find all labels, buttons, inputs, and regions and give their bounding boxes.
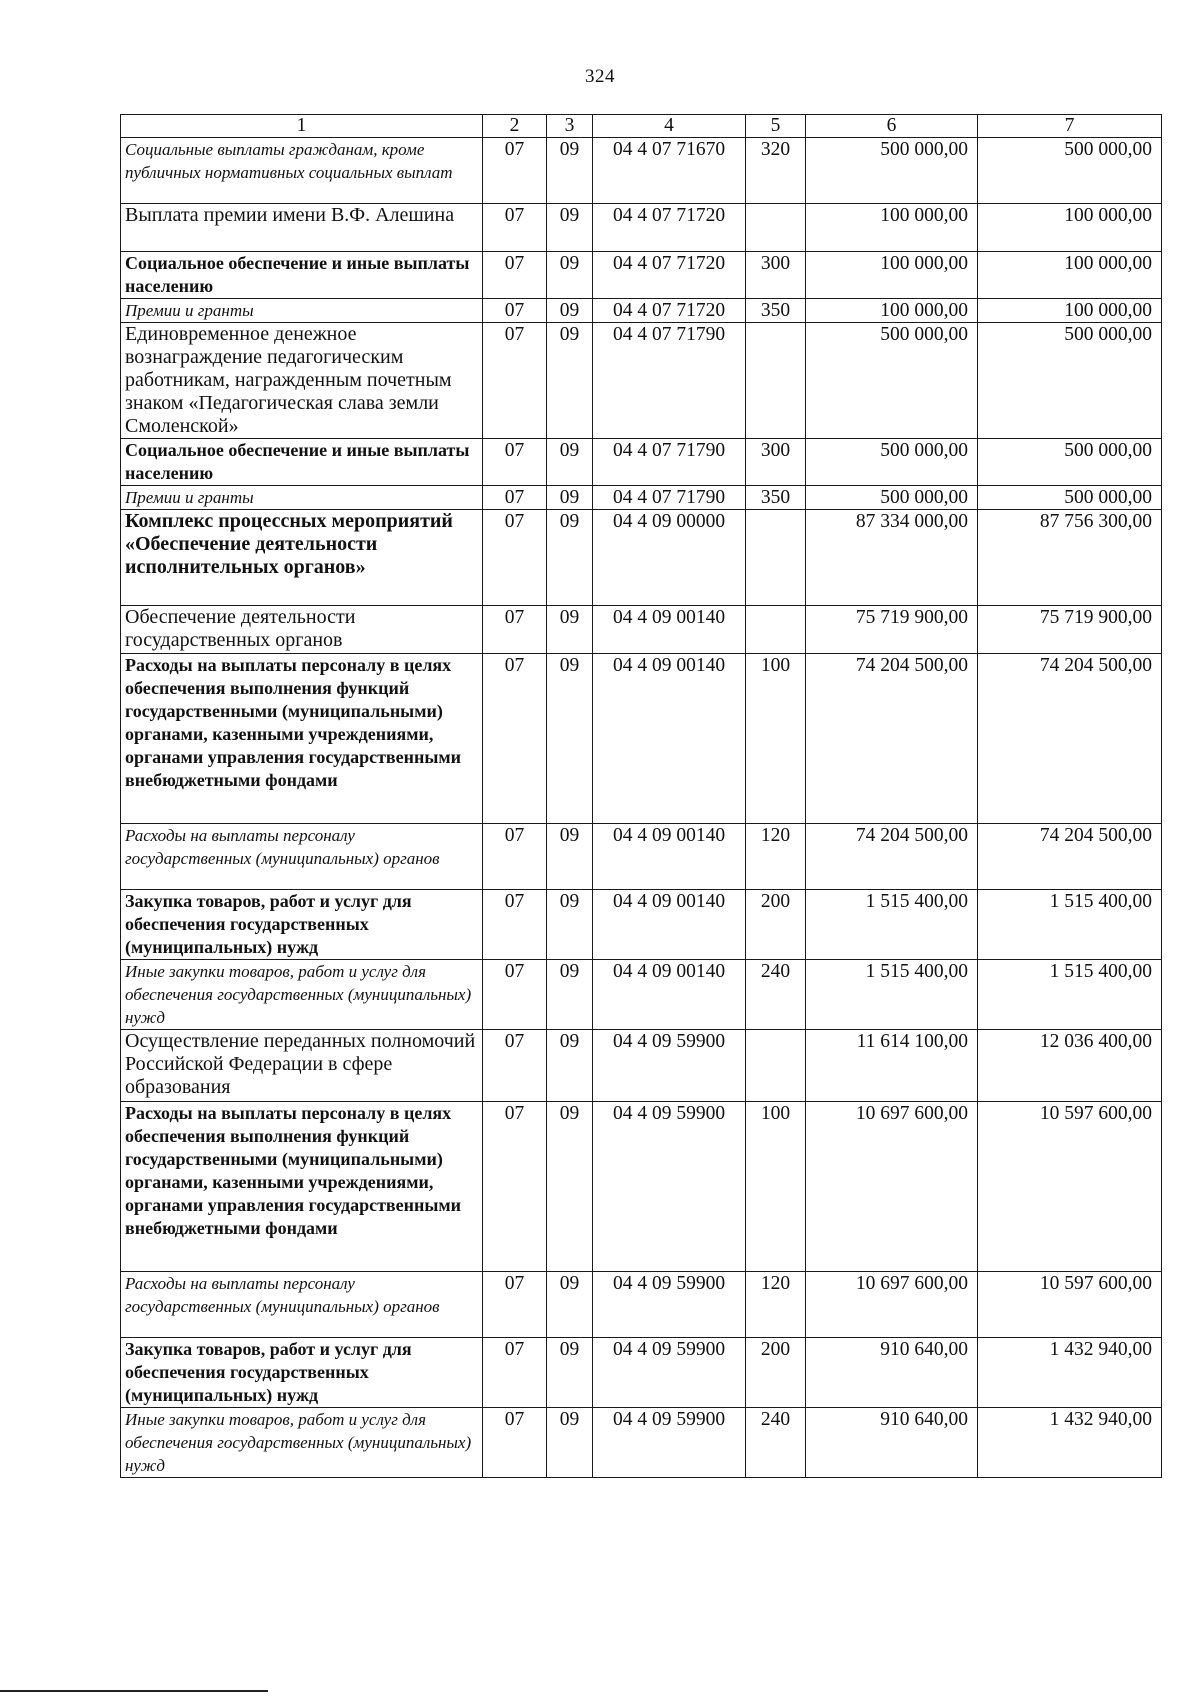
- expense-type-code-cell: 320: [746, 138, 806, 204]
- table-row: [121, 252, 1162, 299]
- expense-name-cell: Расходы на выплаты персоналу в целях обеспечения выполнения функций государственными (муниципальными) органами, казенными учреждениями, органами управления государственными внебюджетными фондами: [121, 1102, 483, 1272]
- table-row: [121, 1338, 1162, 1408]
- subsection-code-cell: 09: [547, 323, 593, 439]
- expense-name-cell: Закупка товаров, работ и услуг для обеспечения государственных (муниципальных) нужд: [121, 1338, 483, 1408]
- amount-2026-cell: 1 515 400,00: [806, 960, 978, 1030]
- table-row: [121, 1408, 1162, 1478]
- expense-name-cell: Закупка товаров, работ и услуг для обеспечения государственных (муниципальных) нужд: [121, 890, 483, 960]
- amount-2027-cell: 87 756 300,00: [978, 510, 1162, 606]
- table-row: [121, 439, 1162, 486]
- target-article-code-cell: 04 4 09 00140: [593, 606, 746, 654]
- amount-2027-cell: 100 000,00: [978, 252, 1162, 299]
- expense-type-code-cell: 240: [746, 1408, 806, 1478]
- subsection-code-cell: 09: [547, 252, 593, 299]
- amount-2027-cell: 500 000,00: [978, 138, 1162, 204]
- expense-type-code-cell: 100: [746, 1102, 806, 1272]
- expense-name-cell: Иные закупки товаров, работ и услуг для обеспечения государственных (муниципальных) нужд: [121, 1408, 483, 1478]
- section-code-cell: 07: [483, 1102, 547, 1272]
- expense-type-code-cell: [746, 606, 806, 654]
- section-code-cell: 07: [483, 299, 547, 323]
- subsection-code-cell: 09: [547, 606, 593, 654]
- target-article-code-cell: 04 4 07 71720: [593, 299, 746, 323]
- section-code-cell: 07: [483, 960, 547, 1030]
- expense-type-code-cell: 200: [746, 1338, 806, 1408]
- target-article-code-cell: 04 4 09 00140: [593, 890, 746, 960]
- target-article-code-cell: 04 4 09 00140: [593, 960, 746, 1030]
- amount-2026-cell: 910 640,00: [806, 1338, 978, 1408]
- target-article-code-cell: 04 4 07 71670: [593, 138, 746, 204]
- target-article-code-cell: 04 4 09 59900: [593, 1408, 746, 1478]
- expense-type-code-cell: [746, 510, 806, 606]
- section-code-cell: 07: [483, 486, 547, 510]
- subsection-code-cell: 09: [547, 204, 593, 252]
- expense-name-cell: Иные закупки товаров, работ и услуг для обеспечения государственных (муниципальных) нужд: [121, 960, 483, 1030]
- table-row: [121, 960, 1162, 1030]
- table-row: [121, 1102, 1162, 1272]
- subsection-code-cell: 09: [547, 299, 593, 323]
- target-article-code-cell: 04 4 09 59900: [593, 1338, 746, 1408]
- amount-2026-cell: 100 000,00: [806, 299, 978, 323]
- expense-name-cell: Выплата премии имени В.Ф. Алешина: [121, 204, 483, 252]
- table-row: [121, 510, 1162, 606]
- section-code-cell: 07: [483, 824, 547, 890]
- budget-table: [120, 114, 1162, 1478]
- header-cell: 4: [593, 115, 746, 138]
- subsection-code-cell: 09: [547, 138, 593, 204]
- subsection-code-cell: 09: [547, 439, 593, 486]
- expense-name-cell: Социальное обеспечение и иные выплаты населению: [121, 252, 483, 299]
- table-row: [121, 654, 1162, 824]
- expense-type-code-cell: 300: [746, 252, 806, 299]
- header-cell: 7: [978, 115, 1162, 138]
- expense-type-code-cell: 240: [746, 960, 806, 1030]
- section-code-cell: 07: [483, 890, 547, 960]
- table-row: [121, 138, 1162, 204]
- expense-name-cell: Премии и гранты: [121, 299, 483, 323]
- section-code-cell: 07: [483, 606, 547, 654]
- amount-2026-cell: 10 697 600,00: [806, 1272, 978, 1338]
- target-article-code-cell: 04 4 07 71790: [593, 486, 746, 510]
- header-cell: 6: [806, 115, 978, 138]
- amount-2027-cell: 74 204 500,00: [978, 654, 1162, 824]
- expense-name-cell: Обеспечение деятельности государственных органов: [121, 606, 483, 654]
- expense-type-code-cell: [746, 1030, 806, 1102]
- expense-name-cell: Социальные выплаты гражданам, кроме публичных нормативных социальных выплат: [121, 138, 483, 204]
- target-article-code-cell: 04 4 09 59900: [593, 1272, 746, 1338]
- amount-2027-cell: 1 515 400,00: [978, 890, 1162, 960]
- target-article-code-cell: 04 4 09 00140: [593, 654, 746, 824]
- target-article-code-cell: 04 4 09 59900: [593, 1102, 746, 1272]
- amount-2026-cell: 910 640,00: [806, 1408, 978, 1478]
- table-row: [121, 606, 1162, 654]
- subsection-code-cell: 09: [547, 1030, 593, 1102]
- expense-name-cell: Расходы на выплаты персоналу государственных (муниципальных) органов: [121, 1272, 483, 1338]
- table-row: [121, 824, 1162, 890]
- table-row: [121, 1272, 1162, 1338]
- amount-2026-cell: 1 515 400,00: [806, 890, 978, 960]
- section-code-cell: 07: [483, 252, 547, 299]
- section-code-cell: 07: [483, 1030, 547, 1102]
- subsection-code-cell: 09: [547, 890, 593, 960]
- amount-2026-cell: 11 614 100,00: [806, 1030, 978, 1102]
- target-article-code-cell: 04 4 07 71720: [593, 204, 746, 252]
- section-code-cell: 07: [483, 510, 547, 606]
- amount-2027-cell: 1 432 940,00: [978, 1408, 1162, 1478]
- section-code-cell: 07: [483, 1272, 547, 1338]
- subsection-code-cell: 09: [547, 510, 593, 606]
- target-article-code-cell: 04 4 07 71790: [593, 323, 746, 439]
- footer-rule: [0, 1690, 268, 1692]
- amount-2027-cell: 12 036 400,00: [978, 1030, 1162, 1102]
- amount-2026-cell: 75 719 900,00: [806, 606, 978, 654]
- table-header-row: [121, 115, 1162, 138]
- section-code-cell: 07: [483, 1408, 547, 1478]
- amount-2026-cell: 500 000,00: [806, 486, 978, 510]
- target-article-code-cell: 04 4 09 59900: [593, 1030, 746, 1102]
- header-cell: 3: [547, 115, 593, 138]
- amount-2027-cell: 1 432 940,00: [978, 1338, 1162, 1408]
- target-article-code-cell: 04 4 07 71790: [593, 439, 746, 486]
- expense-type-code-cell: 120: [746, 824, 806, 890]
- expense-name-cell: Комплекс процессных мероприятий «Обеспечение деятельности исполнительных органов»: [121, 510, 483, 606]
- subsection-code-cell: 09: [547, 1102, 593, 1272]
- expense-type-code-cell: 350: [746, 486, 806, 510]
- amount-2027-cell: 500 000,00: [978, 323, 1162, 439]
- table-row: [121, 890, 1162, 960]
- amount-2027-cell: 75 719 900,00: [978, 606, 1162, 654]
- subsection-code-cell: 09: [547, 1408, 593, 1478]
- section-code-cell: 07: [483, 138, 547, 204]
- expense-type-code-cell: [746, 323, 806, 439]
- subsection-code-cell: 09: [547, 1338, 593, 1408]
- expense-name-cell: Социальное обеспечение и иные выплаты населению: [121, 439, 483, 486]
- amount-2027-cell: 1 515 400,00: [978, 960, 1162, 1030]
- amount-2026-cell: 74 204 500,00: [806, 654, 978, 824]
- subsection-code-cell: 09: [547, 824, 593, 890]
- expense-type-code-cell: 200: [746, 890, 806, 960]
- expense-name-cell: Расходы на выплаты персоналу государственных (муниципальных) органов: [121, 824, 483, 890]
- amount-2027-cell: 100 000,00: [978, 204, 1162, 252]
- table-body: [121, 115, 1162, 1478]
- section-code-cell: 07: [483, 323, 547, 439]
- amount-2026-cell: 100 000,00: [806, 204, 978, 252]
- expense-type-code-cell: 100: [746, 654, 806, 824]
- expense-type-code-cell: 350: [746, 299, 806, 323]
- expense-name-cell: Осуществление переданных полномочий Российской Федерации в сфере образования: [121, 1030, 483, 1102]
- table-row: [121, 204, 1162, 252]
- page-number: 324: [585, 66, 615, 87]
- target-article-code-cell: 04 4 09 00140: [593, 824, 746, 890]
- amount-2027-cell: 500 000,00: [978, 439, 1162, 486]
- header-cell: 1: [121, 115, 483, 138]
- table-row: [121, 1030, 1162, 1102]
- expense-type-code-cell: 300: [746, 439, 806, 486]
- expense-name-cell: Премии и гранты: [121, 486, 483, 510]
- expense-type-code-cell: 120: [746, 1272, 806, 1338]
- amount-2026-cell: 74 204 500,00: [806, 824, 978, 890]
- amount-2026-cell: 500 000,00: [806, 439, 978, 486]
- amount-2027-cell: 74 204 500,00: [978, 824, 1162, 890]
- amount-2027-cell: 100 000,00: [978, 299, 1162, 323]
- amount-2026-cell: 10 697 600,00: [806, 1102, 978, 1272]
- amount-2026-cell: 500 000,00: [806, 138, 978, 204]
- subsection-code-cell: 09: [547, 654, 593, 824]
- amount-2027-cell: 500 000,00: [978, 486, 1162, 510]
- table-row: [121, 299, 1162, 323]
- header-cell: 5: [746, 115, 806, 138]
- amount-2026-cell: 87 334 000,00: [806, 510, 978, 606]
- section-code-cell: 07: [483, 204, 547, 252]
- subsection-code-cell: 09: [547, 486, 593, 510]
- section-code-cell: 07: [483, 439, 547, 486]
- amount-2026-cell: 100 000,00: [806, 252, 978, 299]
- subsection-code-cell: 09: [547, 960, 593, 1030]
- amount-2027-cell: 10 597 600,00: [978, 1102, 1162, 1272]
- target-article-code-cell: 04 4 07 71720: [593, 252, 746, 299]
- expense-type-code-cell: [746, 204, 806, 252]
- amount-2026-cell: 500 000,00: [806, 323, 978, 439]
- target-article-code-cell: 04 4 09 00000: [593, 510, 746, 606]
- subsection-code-cell: 09: [547, 1272, 593, 1338]
- section-code-cell: 07: [483, 1338, 547, 1408]
- expense-name-cell: Единовременное денежное вознаграждение педагогическим работникам, награжденным почетным знаком «Педагогическая слава земли Смоленской»: [121, 323, 483, 439]
- header-cell: 2: [483, 115, 547, 138]
- expense-name-cell: Расходы на выплаты персоналу в целях обеспечения выполнения функций государственными (муниципальными) органами, казенными учреждениями, органами управления государственными внебюджетными фондами: [121, 654, 483, 824]
- table-row: [121, 323, 1162, 439]
- amount-2027-cell: 10 597 600,00: [978, 1272, 1162, 1338]
- table-row: [121, 486, 1162, 510]
- section-code-cell: 07: [483, 654, 547, 824]
